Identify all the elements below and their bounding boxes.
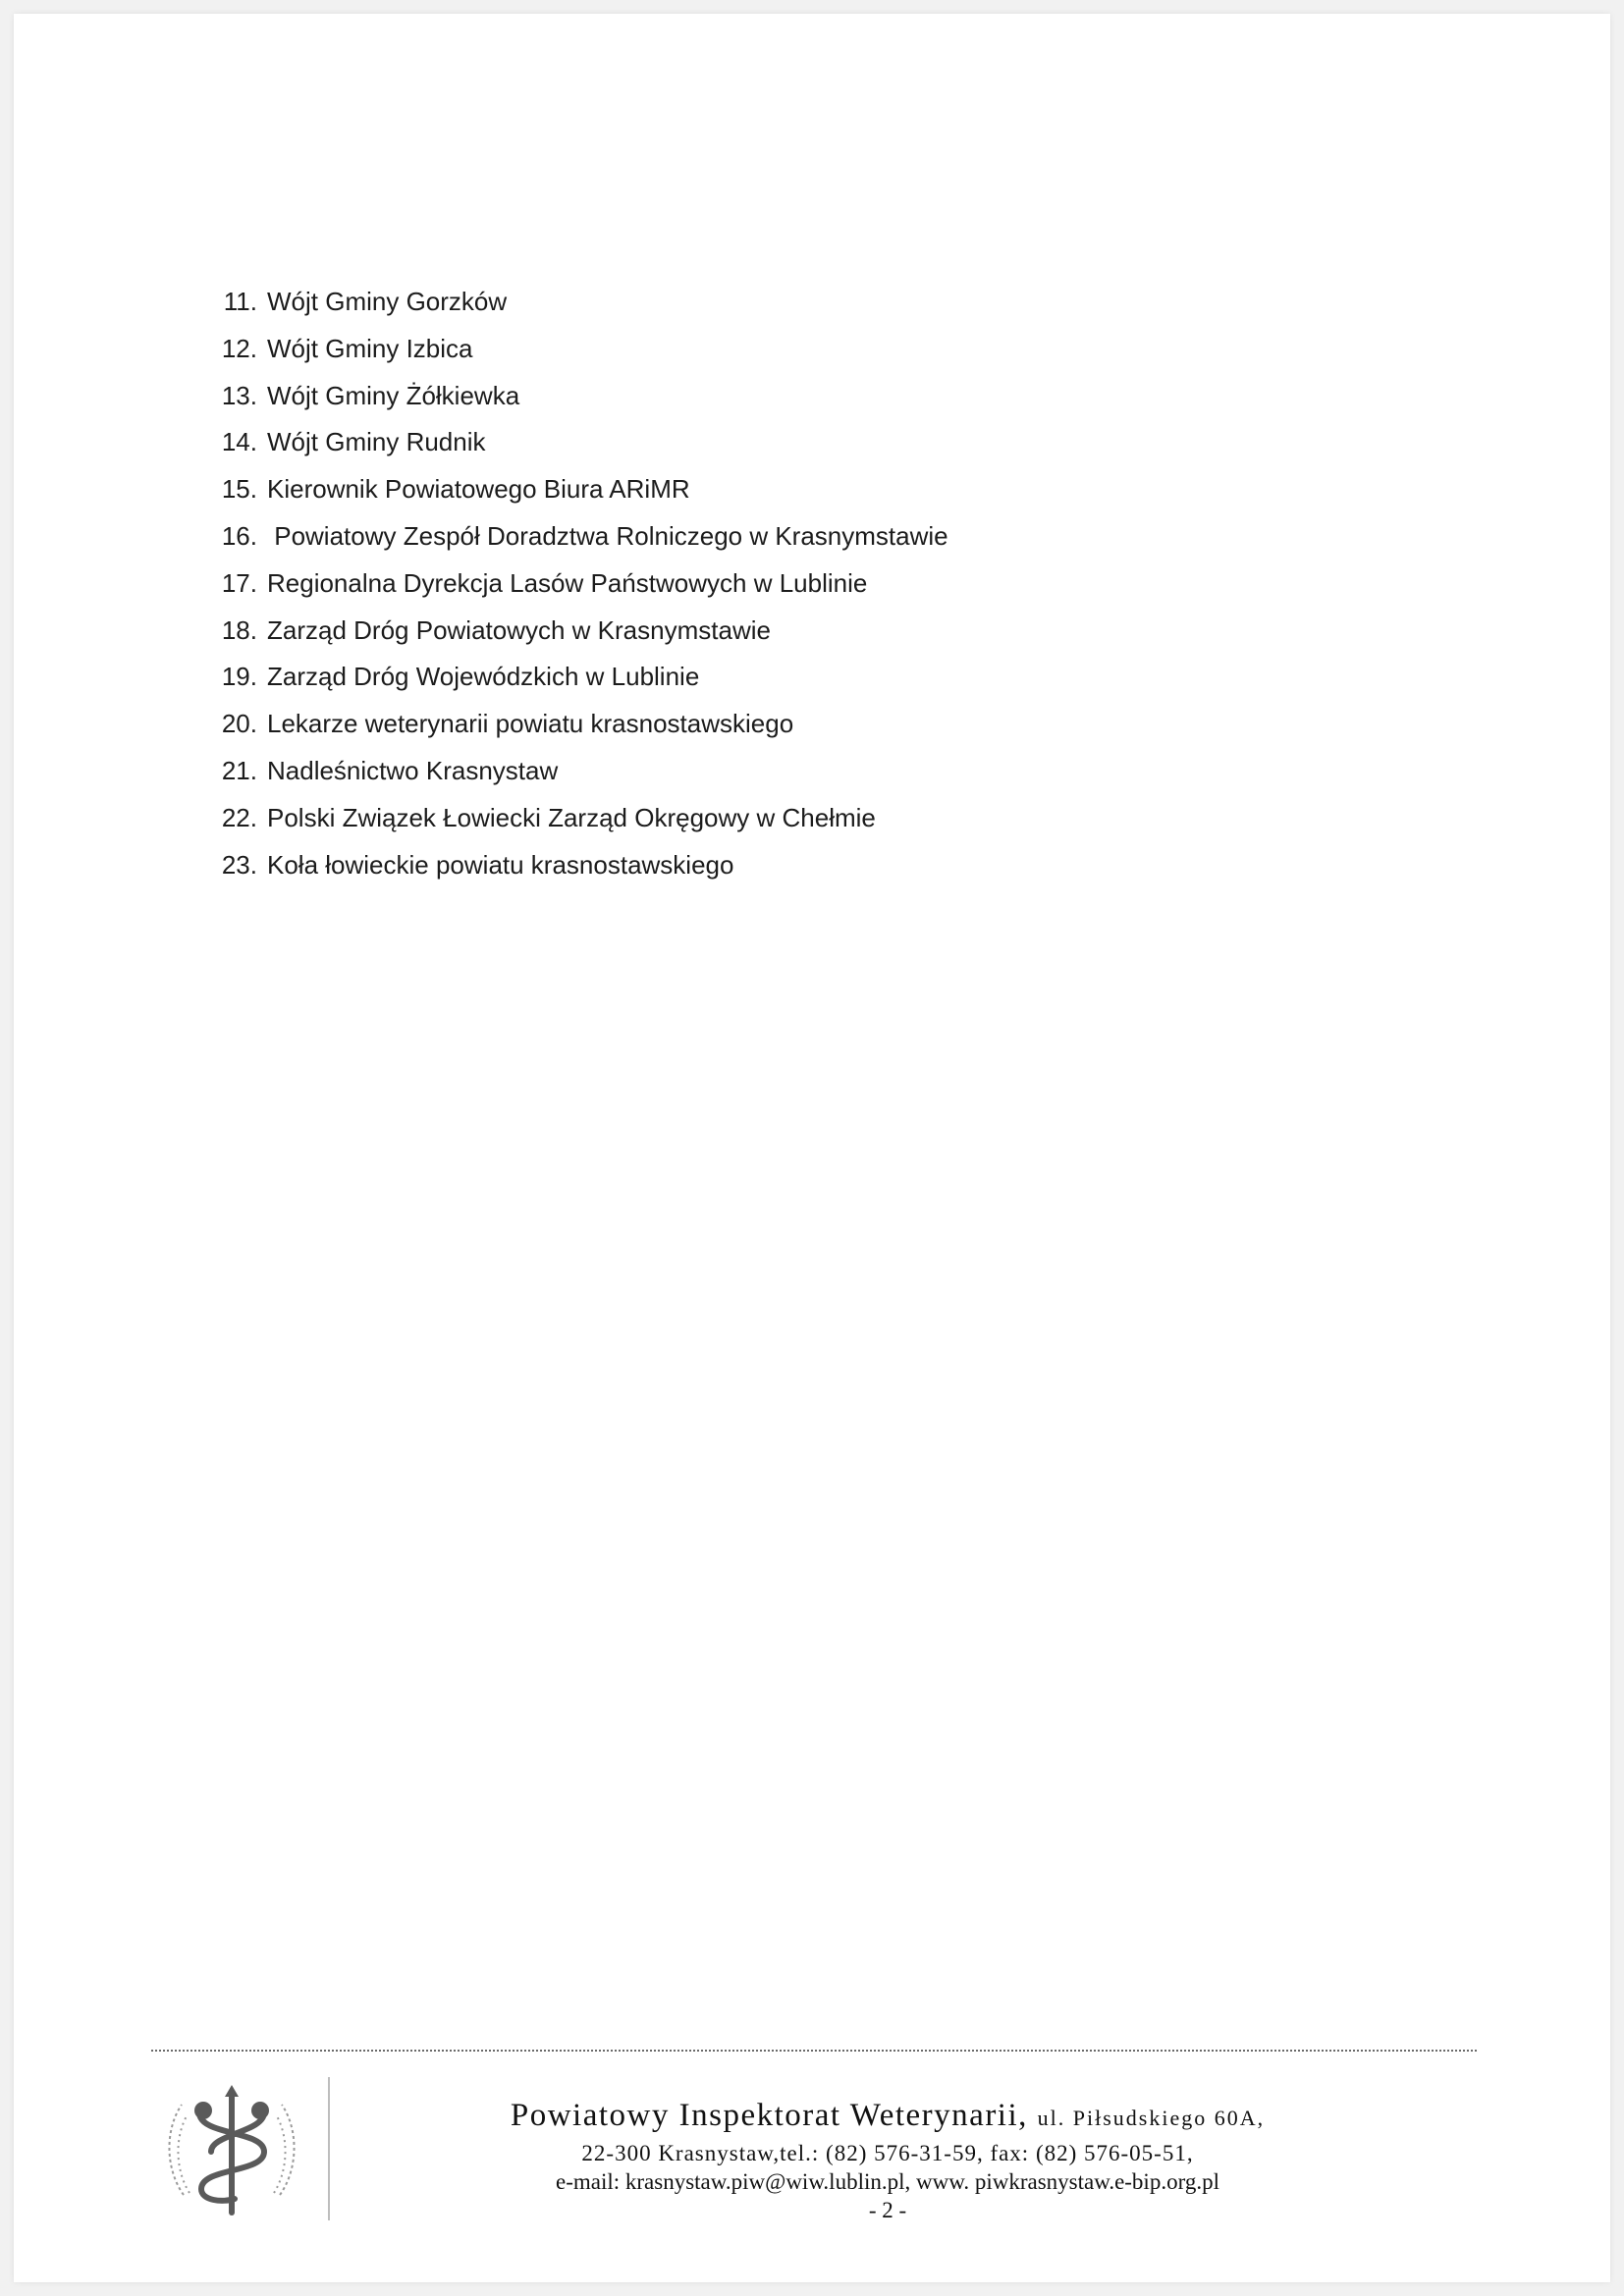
item-number: 17. xyxy=(221,567,257,598)
list-item xyxy=(200,373,948,420)
list-item xyxy=(200,748,948,795)
footer-contact: e-mail: krasnystaw.piw@wiw.lublin.pl, www. piwkrasnystaw.e-bip.org.pl xyxy=(556,2169,1219,2194)
item-number: 19. xyxy=(221,662,257,692)
item-text: Koła łowieckie powiatu krasnostawskiego xyxy=(267,849,734,880)
footer-divider xyxy=(328,2077,330,2220)
institution-name: Powiatowy Inspektorat Weterynarii, xyxy=(510,2098,1028,2133)
item-number: 11. xyxy=(223,287,257,316)
item-text: Wójt Gminy Rudnik xyxy=(267,427,486,457)
list-item xyxy=(200,654,948,701)
footer-address-block xyxy=(338,2095,1437,2224)
page-number: - 2 - xyxy=(868,2198,907,2222)
list-item xyxy=(200,513,948,561)
city-address: 22-300 Krasnystaw, xyxy=(581,2141,781,2165)
list-item xyxy=(200,842,948,889)
item-text: Lekarze weterynarii powiatu krasnostawskiego xyxy=(267,709,794,739)
list-item xyxy=(200,561,948,608)
item-number: 23. xyxy=(221,849,257,880)
recipient-list xyxy=(200,279,948,888)
phone-fax: tel.: (82) 576-31-59, fax: (82) 576-05-51, xyxy=(780,2141,1194,2165)
item-text: Zarząd Dróg Powiatowych w Krasnymstawie xyxy=(267,614,771,645)
footer-line-city xyxy=(338,2139,1437,2167)
item-text: Polski Związek Łowiecki Zarząd Okręgowy w Chełmie xyxy=(267,802,876,832)
veterinary-caduceus-icon xyxy=(154,2077,309,2222)
item-number: 22. xyxy=(221,802,257,832)
list-item xyxy=(200,795,948,842)
list-item xyxy=(200,279,948,326)
item-number: 16. xyxy=(221,520,257,551)
item-text: Wójt Gminy Izbica xyxy=(267,333,473,363)
footer-line-institution xyxy=(338,2095,1437,2139)
item-number: 15. xyxy=(221,474,257,505)
street-address: ul. Piłsudskiego 60A, xyxy=(1037,2106,1266,2130)
item-text: Powiatowy Zespół Doradztwa Rolniczego w Krasnymstawie xyxy=(267,520,948,551)
footer-dotted-rule xyxy=(151,2050,1477,2052)
list-item xyxy=(200,608,948,655)
item-text: Regionalna Dyrekcja Lasów Państwowych w Lublinie xyxy=(267,567,868,598)
item-number: 14. xyxy=(221,427,257,457)
item-text: Wójt Gminy Gorzków xyxy=(267,287,508,316)
list-item xyxy=(200,701,948,748)
document-page xyxy=(14,14,1610,2282)
list-item xyxy=(200,419,948,466)
item-text: Zarząd Dróg Wojewódzkich w Lublinie xyxy=(267,662,700,692)
item-text: Kierownik Powiatowego Biura ARiMR xyxy=(267,474,690,505)
item-number: 20. xyxy=(221,709,257,739)
item-number: 13. xyxy=(221,380,257,410)
list-item xyxy=(200,466,948,513)
item-text: Wójt Gminy Żółkiewka xyxy=(267,380,520,410)
list-item xyxy=(200,326,948,373)
item-number: 21. xyxy=(221,755,257,785)
item-number: 18. xyxy=(221,614,257,645)
item-number: 12. xyxy=(221,333,257,363)
item-text: Nadleśnictwo Krasnystaw xyxy=(267,755,559,785)
